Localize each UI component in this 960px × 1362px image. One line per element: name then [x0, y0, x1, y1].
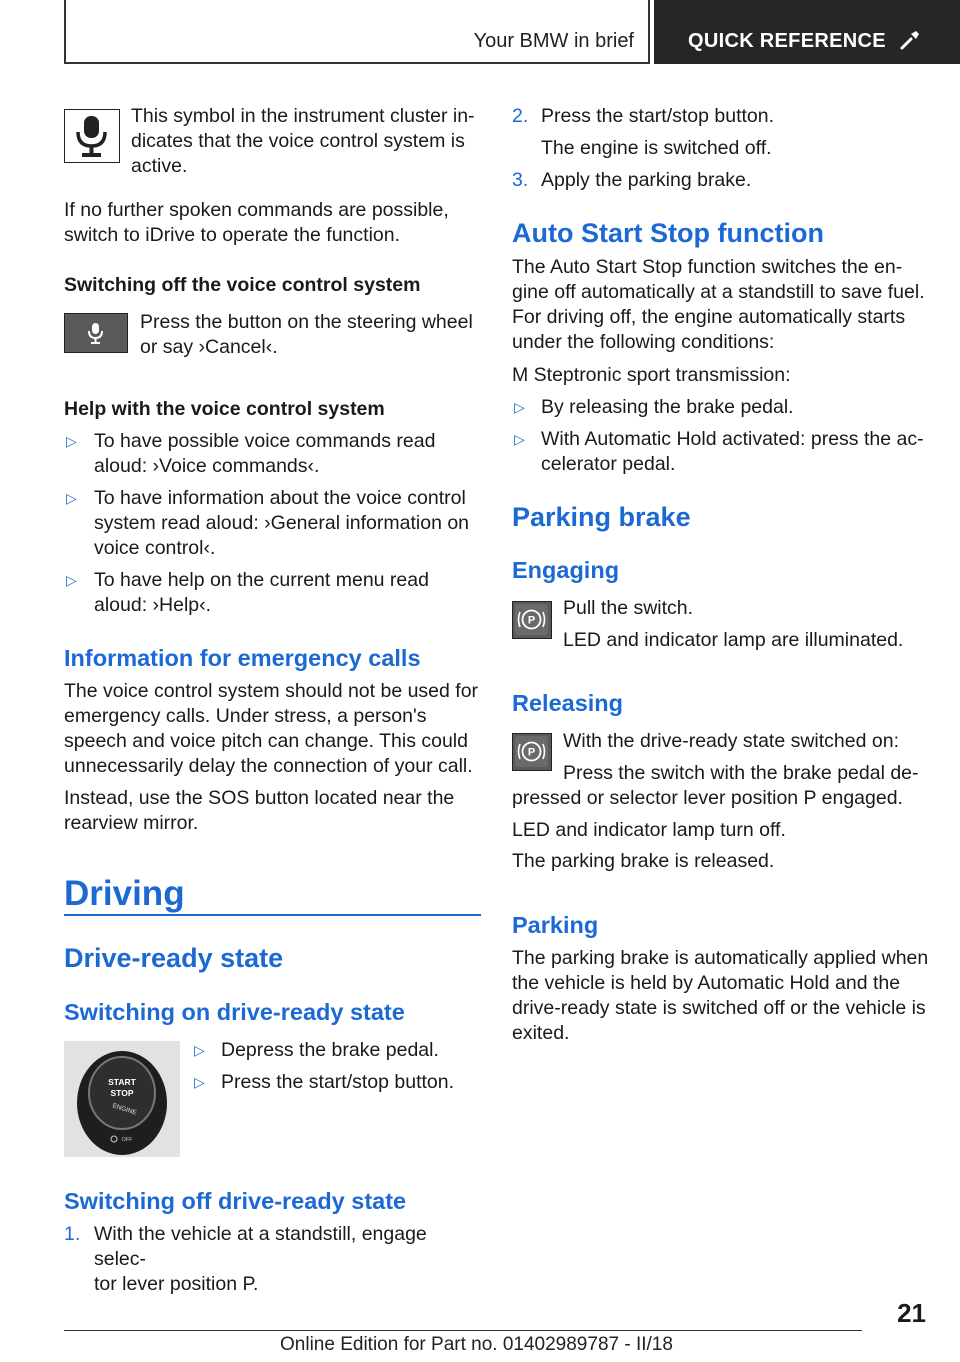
footer-rule	[64, 1330, 862, 1331]
bullet-icon: ▷	[514, 431, 525, 447]
bullet-icon: ▷	[194, 1074, 205, 1090]
svg-text:P: P	[527, 746, 536, 759]
driving-heading: Driving	[64, 874, 185, 913]
voice-button-icon	[64, 313, 128, 353]
switch-off-voice-heading: Switching off the voice control system	[64, 274, 421, 296]
help-item-1: To have possible voice commands read aloud: ›Voice commands‹.	[94, 430, 436, 477]
page-number: 21	[897, 1298, 926, 1328]
wrench-icon	[898, 28, 922, 52]
engaging-text-1: Pull the switch.	[563, 597, 694, 619]
releasing-text-4: LED and indicator lamp turn off.	[512, 819, 786, 841]
step-2-text: Press the start/stop button.	[541, 105, 775, 127]
emergency-heading: Information for emergency calls	[64, 645, 421, 671]
switch-off-voice-text: Press the button on the steering wheel or say ›Cancel‹.	[140, 311, 473, 358]
switch-on-item-2: Press the start/stop button.	[221, 1071, 455, 1093]
start-label: START	[108, 1077, 136, 1087]
symbol-note: This symbol in the instrument cluster in- dicates that the voice control system is active.	[131, 105, 475, 177]
releasing-text-3: pressed or selector lever position P engaged.	[512, 787, 903, 809]
off-label: OFF	[121, 1137, 133, 1143]
step-number: 2.	[512, 105, 529, 127]
step-number: 1.	[64, 1223, 81, 1245]
section-rule	[64, 914, 481, 916]
sos-text: Instead, use the SOS button located near the rearview mirror.	[64, 787, 455, 834]
step-3-text: Apply the parking brake.	[541, 169, 752, 191]
switch-on-item-1: Depress the brake pedal.	[221, 1039, 439, 1061]
no-commands-text: If no further spoken commands are possible, switch to iDrive to operate the function.	[64, 199, 449, 246]
parking-heading: Parking	[512, 912, 599, 938]
bullet-icon: ▷	[514, 399, 525, 415]
header-chapter-tab	[654, 0, 960, 64]
stop-label: STOP	[110, 1088, 134, 1098]
parking-brake-icon	[512, 601, 552, 639]
start-stop-button-image	[64, 1041, 180, 1157]
voice-symbol-icon	[64, 109, 120, 163]
bullet-icon: ▷	[66, 433, 77, 449]
engaging-text-2: LED and indicator lamp are illuminated.	[563, 629, 904, 651]
releasing-text-5: The parking brake is released.	[512, 850, 775, 872]
releasing-heading: Releasing	[512, 690, 624, 716]
step-number: 3.	[512, 169, 529, 191]
parking-brake-icon	[512, 733, 552, 771]
engaging-heading: Engaging	[512, 557, 620, 583]
releasing-text-2: Press the switch with the brake pedal de-	[563, 762, 919, 784]
step-1-text: With the vehicle at a standstill, engage selec- tor lever position P.	[94, 1223, 427, 1295]
header-section-tab	[64, 0, 650, 64]
footer-edition: Online Edition for Part no. 01402989787 - II/18	[280, 1334, 673, 1355]
help-item-3: To have help on the current menu read aloud: ›Help‹.	[94, 569, 429, 616]
engine-label: ENGINE	[111, 1102, 138, 1117]
help-voice-heading: Help with the voice control system	[64, 398, 385, 420]
bullet-icon: ▷	[66, 490, 77, 506]
svg-text:P: P	[527, 614, 536, 627]
switch-off-drive-heading: Switching off drive-ready state	[64, 1188, 407, 1214]
auto-start-stop-heading: Auto Start Stop function	[512, 218, 824, 248]
header-chapter-title: QUICK REFERENCE	[688, 30, 886, 52]
bullet-icon: ▷	[194, 1042, 205, 1058]
auto-item-2: With Automatic Hold activated: press the ac- celerator pedal.	[541, 428, 924, 475]
steptronic-text: M Steptronic sport transmission:	[512, 364, 791, 386]
bullet-icon: ▷	[66, 572, 77, 588]
header-section-title: Your BMW in brief	[473, 30, 634, 52]
step-2-result: The engine is switched off.	[541, 137, 772, 159]
help-item-2: To have information about the voice control system read aloud: ›General information on voice control‹.	[94, 487, 470, 559]
auto-item-1: By releasing the brake pedal.	[541, 396, 794, 418]
drive-ready-heading: Drive-ready state	[64, 943, 284, 973]
auto-start-stop-text: The Auto Start Stop function switches the en- gine off automatically at a standstill to save fuel. For driving off, the engine automatically starts under the following conditions:	[512, 256, 925, 353]
parking-brake-heading: Parking brake	[512, 502, 691, 532]
releasing-text-1: With the drive-ready state switched on:	[563, 730, 899, 752]
emergency-text: The voice control system should not be used for emergency calls. Under stress, a person's speech and voice pitch can change. This could unnecessarily delay the connection of your call.	[64, 680, 479, 777]
switch-on-heading: Switching on drive-ready state	[64, 999, 405, 1025]
parking-text: The parking brake is automatically applied when the vehicle is held by Automatic Hold and the drive-ready state is switched off or the vehicle is exited.	[512, 947, 929, 1044]
